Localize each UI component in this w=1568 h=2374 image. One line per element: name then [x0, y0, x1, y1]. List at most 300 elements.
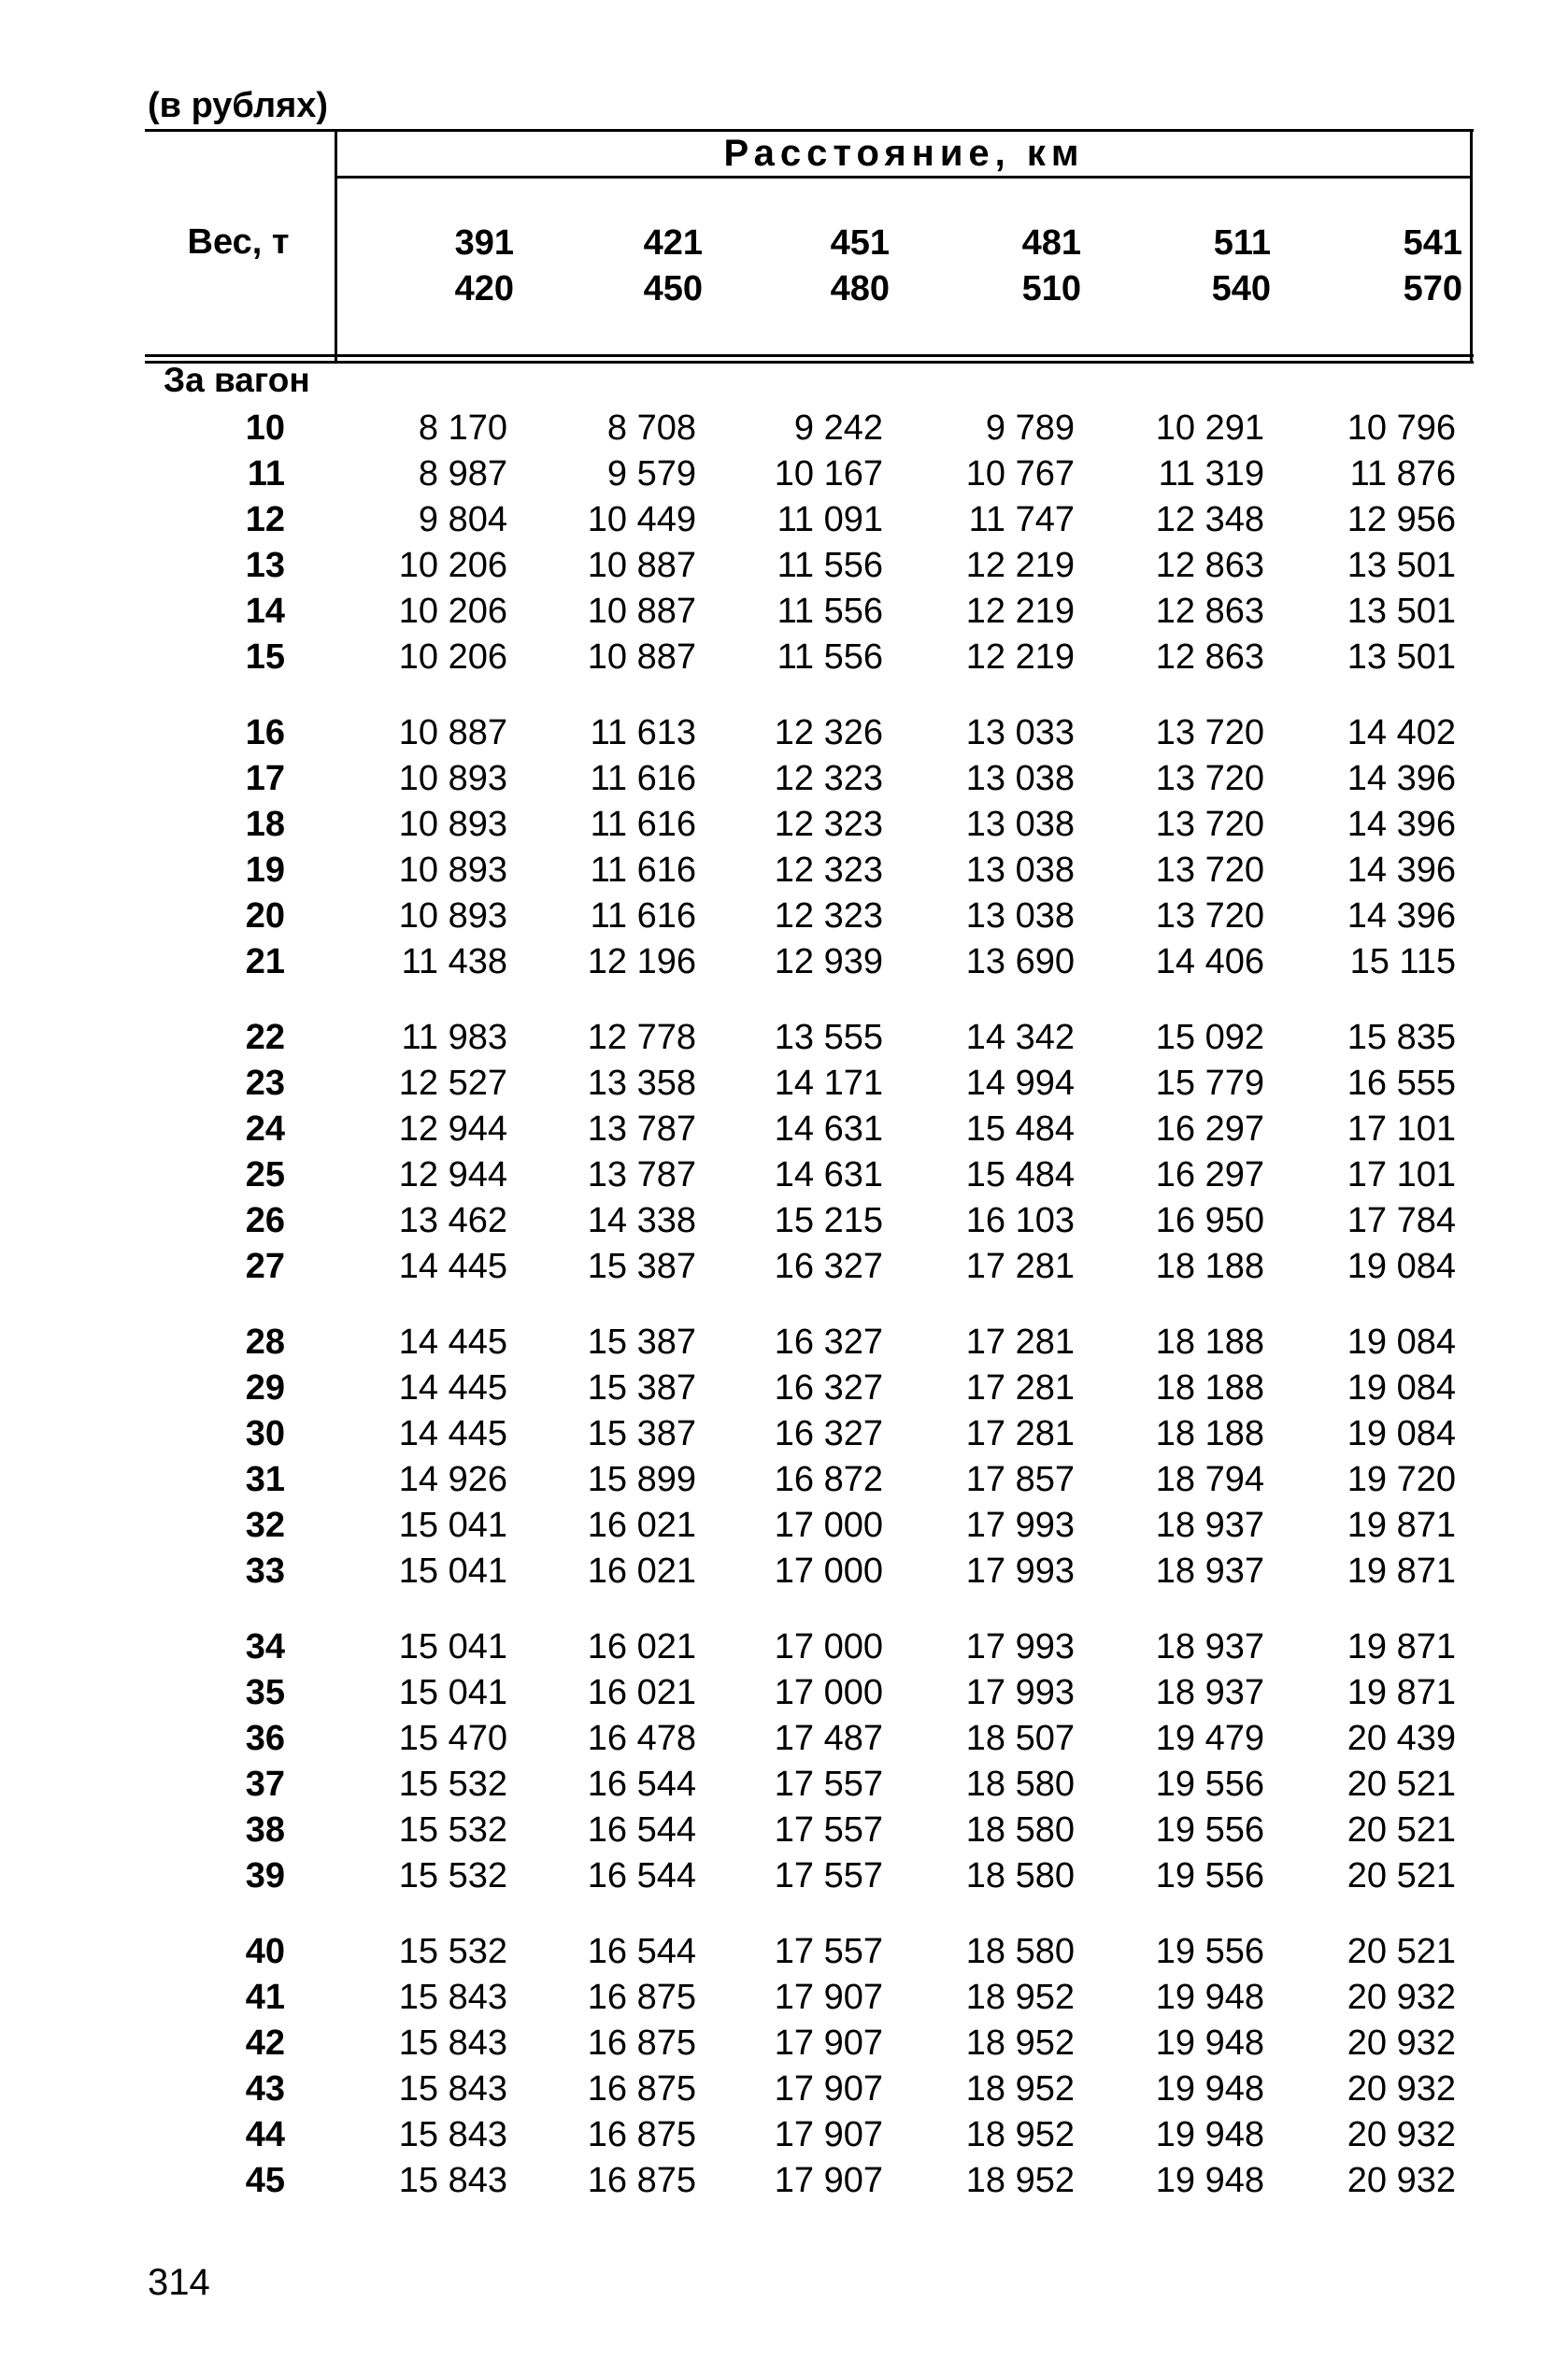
rate-cell: 15 532	[398, 1765, 507, 1804]
rate-cell: 18 952	[965, 2161, 1075, 2200]
rate-cell: 14 631	[774, 1109, 883, 1149]
rate-cell: 12 326	[774, 713, 883, 752]
group-spacer	[145, 680, 1456, 710]
rate-cell: 12 939	[774, 942, 883, 981]
range-to: 450	[643, 269, 703, 308]
tariff-table	[145, 406, 1456, 2204]
rate-cell: 13 038	[965, 805, 1075, 844]
rate-cell: 15 843	[398, 2024, 507, 2063]
range-to: 420	[454, 269, 514, 308]
rate-cell: 16 021	[587, 1673, 696, 1712]
rate-cell: 12 196	[587, 942, 696, 981]
rate-cell: 16 875	[587, 2161, 696, 2200]
rate-cell: 9 804	[418, 500, 507, 539]
rate-cell: 20 521	[1347, 1765, 1456, 1804]
rate-cell: 18 952	[965, 2115, 1075, 2154]
rate-cell: 9 789	[985, 408, 1075, 448]
rate-cell: 15 899	[587, 1460, 696, 1499]
rate-cell: 13 787	[587, 1155, 696, 1194]
spacer-cell	[145, 680, 1456, 710]
spacer-cell	[145, 985, 1456, 1015]
rate-cell: 11 616	[590, 896, 696, 936]
table-row	[145, 1808, 1456, 1853]
rate-cell: 10 206	[398, 592, 507, 631]
rate-cell: 15 470	[398, 1719, 507, 1758]
rate-cell: 17 487	[774, 1719, 883, 1758]
rate-cell: 15 843	[398, 2069, 507, 2109]
table-row	[145, 1762, 1456, 1808]
rate-cell: 16 297	[1155, 1109, 1264, 1149]
rate-cell: 12 219	[965, 546, 1075, 585]
rate-cell: 19 948	[1155, 2115, 1264, 2154]
rate-cell: 10 206	[398, 637, 507, 677]
rate-cell: 17 557	[774, 1810, 883, 1850]
rate-cell: 17 000	[774, 1673, 883, 1712]
rate-cell: 12 323	[774, 759, 883, 798]
rate-cell: 16 021	[587, 1506, 696, 1545]
rate-cell: 16 875	[587, 1978, 696, 2017]
table-row	[145, 1853, 1456, 1899]
rate-cell: 13 462	[398, 1201, 507, 1240]
rate-cell: 17 000	[774, 1506, 883, 1545]
weight-cell: 21	[245, 942, 285, 981]
weight-cell: 25	[245, 1155, 285, 1194]
rate-cell: 12 863	[1155, 546, 1264, 585]
rate-cell: 11 319	[1158, 454, 1264, 493]
rate-cell: 12 323	[774, 805, 883, 844]
rate-cell: 20 932	[1347, 1978, 1456, 2017]
rate-cell: 14 396	[1347, 805, 1456, 844]
rate-cell: 18 507	[965, 1719, 1075, 1758]
rate-cell: 17 993	[965, 1627, 1075, 1666]
table-row	[145, 1929, 1456, 1975]
rate-cell: 19 948	[1155, 2024, 1264, 2063]
rate-cell: 14 338	[587, 1201, 696, 1240]
weight-cell: 32	[245, 1506, 285, 1545]
rate-cell: 13 038	[965, 896, 1075, 936]
page-number: 314	[148, 2262, 210, 2303]
rate-cell: 12 778	[587, 1018, 696, 1057]
rate-cell: 11 556	[777, 546, 883, 585]
rate-cell: 20 439	[1347, 1719, 1456, 1758]
units-label: (в рублях)	[148, 86, 329, 125]
range-from: 481	[1021, 223, 1081, 263]
weight-cell: 33	[245, 1552, 285, 1591]
rate-cell: 20 932	[1347, 2161, 1456, 2200]
rate-cell: 9 242	[793, 408, 883, 448]
rate-cell: 13 038	[965, 851, 1075, 890]
spacer-cell	[145, 1290, 1456, 1320]
rate-cell: 11 556	[777, 637, 883, 677]
rate-cell: 19 948	[1155, 1978, 1264, 2017]
rate-cell: 18 580	[965, 1765, 1075, 1804]
table-row	[145, 1152, 1456, 1198]
rate-cell: 8 987	[418, 454, 507, 493]
rate-cell: 16 021	[587, 1552, 696, 1591]
rate-cell: 12 219	[965, 592, 1075, 631]
rate-cell: 15 041	[398, 1627, 507, 1666]
rate-cell: 16 875	[587, 2069, 696, 2109]
rate-cell: 17 281	[965, 1247, 1075, 1286]
rate-cell: 15 387	[587, 1414, 696, 1453]
rate-cell: 14 445	[398, 1323, 507, 1362]
rate-cell: 18 794	[1155, 1460, 1264, 1499]
rate-cell: 19 556	[1155, 1765, 1264, 1804]
rate-cell: 16 021	[587, 1627, 696, 1666]
rate-cell: 17 857	[965, 1460, 1075, 1499]
rate-cell: 13 038	[965, 759, 1075, 798]
rate-cell: 18 952	[965, 2069, 1075, 2109]
rate-cell: 9 579	[606, 454, 696, 493]
rate-cell: 11 616	[590, 805, 696, 844]
range-from: 391	[454, 223, 514, 263]
rate-cell: 17 281	[965, 1323, 1075, 1362]
rate-cell: 15 779	[1155, 1064, 1264, 1103]
rate-cell: 16 327	[774, 1414, 883, 1453]
rate-cell: 13 720	[1155, 713, 1264, 752]
rate-cell: 17 101	[1347, 1109, 1456, 1149]
rate-cell: 10 893	[398, 759, 507, 798]
rate-cell: 16 297	[1155, 1155, 1264, 1194]
rate-cell: 16 327	[774, 1368, 883, 1408]
rate-cell: 10 887	[587, 592, 696, 631]
rate-cell: 17 993	[965, 1552, 1075, 1591]
rate-cell: 13 033	[965, 713, 1075, 752]
rate-cell: 13 720	[1155, 896, 1264, 936]
group-spacer	[145, 985, 1456, 1015]
weight-cell: 14	[245, 592, 285, 631]
rate-cell: 15 484	[965, 1155, 1075, 1194]
rate-cell: 14 631	[774, 1155, 883, 1194]
rate-cell: 17 907	[774, 2161, 883, 2200]
rate-cell: 14 445	[398, 1247, 507, 1286]
rate-cell: 17 907	[774, 2024, 883, 2063]
weight-cell: 17	[245, 759, 285, 798]
weight-cell: 40	[245, 1932, 285, 1971]
rate-cell: 18 188	[1155, 1368, 1264, 1408]
table-row	[145, 1975, 1456, 2021]
table-row	[145, 1198, 1456, 1244]
rate-cell: 11 091	[777, 500, 883, 539]
rate-cell: 10 206	[398, 546, 507, 585]
rate-cell: 10 796	[1347, 408, 1456, 448]
rate-cell: 19 084	[1347, 1323, 1456, 1362]
rate-cell: 16 544	[587, 1810, 696, 1850]
rate-cell: 13 690	[965, 942, 1075, 981]
rate-cell: 16 875	[587, 2024, 696, 2063]
rate-cell: 18 952	[965, 2024, 1075, 2063]
rate-cell: 18 188	[1155, 1247, 1264, 1286]
header-bottom-rule	[145, 354, 1474, 357]
rate-cell: 14 445	[398, 1368, 507, 1408]
rate-cell: 17 101	[1347, 1155, 1456, 1194]
rate-cell: 17 907	[774, 2115, 883, 2154]
rate-cell: 10 167	[774, 454, 883, 493]
rate-cell: 17 281	[965, 1414, 1075, 1453]
table-row	[145, 497, 1456, 543]
weight-cell: 42	[245, 2024, 285, 2063]
spacer-cell	[145, 1899, 1456, 1929]
rate-cell: 10 449	[587, 500, 696, 539]
rate-cell: 20 521	[1347, 1810, 1456, 1850]
rate-cell: 12 323	[774, 896, 883, 936]
weight-cell: 19	[245, 851, 285, 890]
rate-cell: 16 875	[587, 2115, 696, 2154]
rate-cell: 15 532	[398, 1856, 507, 1895]
table-row	[145, 1366, 1456, 1411]
weight-cell: 45	[245, 2161, 285, 2200]
rate-cell: 13 720	[1155, 851, 1264, 890]
rate-cell: 17 907	[774, 2069, 883, 2109]
rate-cell: 10 893	[398, 896, 507, 936]
range-from: 451	[830, 223, 890, 263]
rate-cell: 12 944	[398, 1109, 507, 1149]
rate-cell: 19 084	[1347, 1368, 1456, 1408]
rate-cell: 10 291	[1155, 408, 1264, 448]
rate-cell: 18 580	[965, 1932, 1075, 1971]
group-spacer	[145, 1899, 1456, 1929]
table-row	[145, 1549, 1456, 1595]
rate-cell: 16 555	[1347, 1064, 1456, 1103]
rate-cell: 15 387	[587, 1323, 696, 1362]
rate-cell: 10 767	[965, 454, 1075, 493]
weight-cell: 29	[245, 1368, 285, 1408]
rate-cell: 10 887	[587, 637, 696, 677]
table-row	[145, 2021, 1456, 2067]
rate-cell: 16 478	[587, 1719, 696, 1758]
rate-cell: 19 556	[1155, 1810, 1264, 1850]
table-row	[145, 894, 1456, 939]
rate-cell: 13 501	[1347, 637, 1456, 677]
table-row	[145, 1061, 1456, 1107]
rate-cell: 17 784	[1347, 1201, 1456, 1240]
rate-cell: 17 000	[774, 1552, 883, 1591]
rate-cell: 16 327	[774, 1323, 883, 1362]
rate-cell: 14 926	[398, 1460, 507, 1499]
rate-cell: 11 616	[590, 851, 696, 890]
weight-cell: 10	[245, 408, 285, 448]
rate-cell: 15 835	[1347, 1018, 1456, 1057]
table-row	[145, 710, 1456, 756]
rate-cell: 19 479	[1155, 1719, 1264, 1758]
rate-cell: 13 555	[774, 1018, 883, 1057]
rate-cell: 18 188	[1155, 1414, 1264, 1453]
rate-cell: 17 557	[774, 1856, 883, 1895]
rate-cell: 13 358	[587, 1064, 696, 1103]
range-4	[950, 221, 1081, 312]
rate-cell: 16 544	[587, 1765, 696, 1804]
rate-cell: 18 580	[965, 1856, 1075, 1895]
rate-cell: 12 863	[1155, 592, 1264, 631]
rate-cell: 11 983	[401, 1018, 507, 1057]
rate-cell: 15 484	[965, 1109, 1075, 1149]
rate-cell: 17 557	[774, 1765, 883, 1804]
rate-cell: 15 387	[587, 1368, 696, 1408]
weight-cell: 24	[245, 1109, 285, 1149]
rate-cell: 20 521	[1347, 1856, 1456, 1895]
table-row	[145, 1107, 1456, 1152]
rate-cell: 13 720	[1155, 805, 1264, 844]
weight-cell: 15	[245, 637, 285, 677]
rate-cell: 16 872	[774, 1460, 883, 1499]
range-3	[759, 221, 890, 312]
spacer-cell	[145, 1595, 1456, 1624]
table-row	[145, 635, 1456, 680]
rate-cell: 16 103	[965, 1201, 1075, 1240]
weight-cell: 34	[245, 1627, 285, 1666]
rate-cell: 17 993	[965, 1506, 1075, 1545]
rate-cell: 14 171	[774, 1064, 883, 1103]
table-row	[145, 756, 1456, 802]
table-row	[145, 1320, 1456, 1366]
table-row	[145, 1503, 1456, 1549]
rate-cell: 17 281	[965, 1368, 1075, 1408]
rate-cell: 11 876	[1349, 454, 1456, 493]
rate-cell: 15 092	[1155, 1018, 1264, 1057]
rate-cell: 19 556	[1155, 1856, 1264, 1895]
table-row	[145, 543, 1456, 589]
weight-cell: 44	[245, 2115, 285, 2154]
weight-cell: 16	[245, 713, 285, 752]
rate-cell: 11 438	[401, 942, 507, 981]
weight-cell: 12	[245, 500, 285, 539]
weight-cell: 26	[245, 1201, 285, 1240]
weight-cell: 38	[245, 1810, 285, 1850]
rate-cell: 20 521	[1347, 1932, 1456, 1971]
weight-cell: 31	[245, 1460, 285, 1499]
header-title-rule	[335, 176, 1473, 179]
rate-cell: 15 387	[587, 1247, 696, 1286]
table-row	[145, 1457, 1456, 1503]
rate-cell: 19 871	[1347, 1627, 1456, 1666]
weight-cell: 13	[245, 546, 285, 585]
weight-cell: 28	[245, 1323, 285, 1362]
rate-cell: 18 188	[1155, 1323, 1264, 1362]
rate-cell: 15 041	[398, 1673, 507, 1712]
table-row	[145, 589, 1456, 635]
weight-cell: 18	[245, 805, 285, 844]
range-to: 510	[1021, 269, 1081, 308]
rate-cell: 11 747	[968, 500, 1075, 539]
rate-cell: 14 396	[1347, 896, 1456, 936]
rate-cell: 11 616	[590, 759, 696, 798]
range-6	[1332, 221, 1462, 312]
rate-cell: 15 843	[398, 2115, 507, 2154]
rate-cell: 16 327	[774, 1247, 883, 1286]
weight-cell: 23	[245, 1064, 285, 1103]
section-label: За вагон	[164, 361, 310, 399]
header-top-rule	[145, 129, 1474, 132]
tariff-table-body	[145, 406, 1456, 2204]
weight-cell: 36	[245, 1719, 285, 1758]
rate-cell: 14 396	[1347, 851, 1456, 890]
rate-cell: 11 613	[590, 713, 696, 752]
rate-cell: 8 170	[418, 408, 507, 448]
header-bottom-rule-2	[145, 361, 1474, 364]
table-row	[145, 1670, 1456, 1716]
weight-cell: 43	[245, 2069, 285, 2109]
rate-cell: 20 932	[1347, 2069, 1456, 2109]
rate-cell: 15 843	[398, 1978, 507, 2017]
rate-cell: 12 956	[1347, 500, 1456, 539]
rate-cell: 20 932	[1347, 2024, 1456, 2063]
table-row	[145, 939, 1456, 985]
rate-cell: 13 787	[587, 1109, 696, 1149]
table-row	[145, 1015, 1456, 1061]
rate-cell: 15 215	[774, 1201, 883, 1240]
rate-cell: 12 219	[965, 637, 1075, 677]
rate-cell: 13 720	[1155, 759, 1264, 798]
weight-cell: 30	[245, 1414, 285, 1453]
rate-cell: 18 952	[965, 1978, 1075, 2017]
rate-cell: 15 532	[398, 1810, 507, 1850]
rate-cell: 16 950	[1155, 1201, 1264, 1240]
range-from: 511	[1213, 223, 1271, 263]
weight-cell: 22	[245, 1018, 285, 1057]
table-row	[145, 2067, 1456, 2112]
table-row	[145, 406, 1456, 451]
range-to: 570	[1403, 269, 1462, 308]
rate-cell: 18 937	[1155, 1673, 1264, 1712]
range-from: 541	[1403, 223, 1462, 263]
rate-cell: 18 580	[965, 1810, 1075, 1850]
table-row	[145, 451, 1456, 497]
rate-cell: 10 893	[398, 805, 507, 844]
weight-cell: 35	[245, 1673, 285, 1712]
table-row	[145, 848, 1456, 894]
table-row	[145, 1244, 1456, 1290]
rate-cell: 15 041	[398, 1506, 507, 1545]
weight-cell: 37	[245, 1765, 285, 1804]
rate-cell: 15 532	[398, 1932, 507, 1971]
range-2	[572, 221, 703, 312]
rate-cell: 13 501	[1347, 546, 1456, 585]
range-1	[383, 221, 514, 312]
rate-cell: 13 501	[1347, 592, 1456, 631]
rate-cell: 14 342	[965, 1018, 1075, 1057]
group-spacer	[145, 1290, 1456, 1320]
weight-title: Вес, т	[187, 222, 290, 262]
rate-cell: 18 937	[1155, 1506, 1264, 1545]
weight-cell: 20	[245, 896, 285, 936]
rate-cell: 19 084	[1347, 1247, 1456, 1286]
table-row	[145, 1716, 1456, 1762]
rate-cell: 19 871	[1347, 1552, 1456, 1591]
rate-cell: 14 994	[965, 1064, 1075, 1103]
rate-cell: 12 527	[398, 1064, 507, 1103]
rate-cell: 8 708	[606, 408, 696, 448]
rate-cell: 12 863	[1155, 637, 1264, 677]
rate-cell: 17 557	[774, 1932, 883, 1971]
rate-cell: 10 887	[587, 546, 696, 585]
table-row	[145, 1411, 1456, 1457]
weight-cell: 11	[247, 454, 285, 493]
rate-cell: 17 907	[774, 1978, 883, 2017]
table-row	[145, 1624, 1456, 1670]
rate-cell: 15 115	[1349, 942, 1456, 981]
rate-cell: 14 396	[1347, 759, 1456, 798]
rate-cell: 15 041	[398, 1552, 507, 1591]
table-row	[145, 2112, 1456, 2158]
rate-cell: 12 348	[1155, 500, 1264, 539]
group-spacer	[145, 1595, 1456, 1624]
table-row	[145, 2158, 1456, 2204]
rate-cell: 12 944	[398, 1155, 507, 1194]
distance-title: Расстояние, км	[723, 133, 1085, 174]
rate-cell: 20 932	[1347, 2115, 1456, 2154]
rate-cell: 16 544	[587, 1932, 696, 1971]
table-row	[145, 802, 1456, 848]
